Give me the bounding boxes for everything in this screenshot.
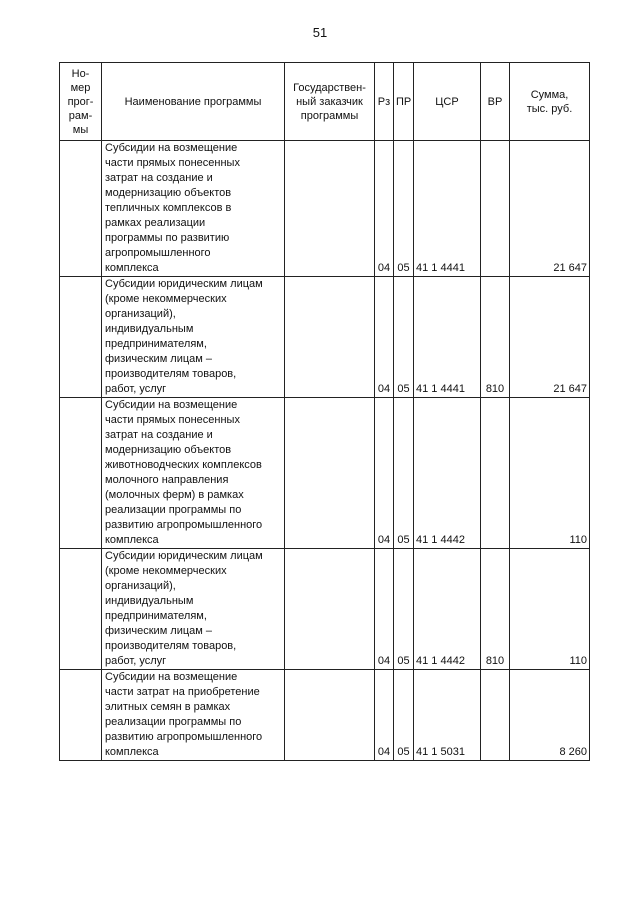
cell-csr: 41 1 4441 — [414, 141, 481, 277]
cell-rz: 04 — [375, 549, 394, 670]
cell-program-name: Субсидии на возмещение части затрат на приобретение элитных семян в рамках реализации программы по развитию агропромышленного комплекса — [102, 670, 285, 761]
cell-csr: 41 1 4442 — [414, 549, 481, 670]
cell-vr: 810 — [481, 277, 510, 398]
cell-customer — [285, 549, 375, 670]
header-vr: ВР — [481, 63, 510, 141]
table-row — [60, 549, 590, 670]
cell-customer — [285, 670, 375, 761]
cell-rz: 04 — [375, 670, 394, 761]
header-pr: ПР — [394, 63, 414, 141]
cell-number — [60, 549, 102, 670]
cell-pr: 05 — [394, 277, 414, 398]
cell-program-name: Субсидии на возмещение части прямых понесенных затрат на создание и модернизацию объектов тепличных комплексов в рамках реализации программы по развитию агропромышленного комплекса — [102, 141, 285, 277]
cell-sum: 21 647 — [510, 277, 590, 398]
header-csr: ЦСР — [414, 63, 481, 141]
cell-program-name: Субсидии юридическим лицам (кроме некоммерческих организаций), индивидуальным предпринимателям, физическим лицам – производителям товаров, работ, услуг — [102, 549, 285, 670]
table-row — [60, 398, 590, 549]
table-header-row — [60, 63, 590, 141]
cell-rz: 04 — [375, 277, 394, 398]
cell-vr — [481, 141, 510, 277]
cell-rz: 04 — [375, 141, 394, 277]
cell-pr: 05 — [394, 549, 414, 670]
cell-program-name: Субсидии юридическим лицам (кроме некоммерческих организаций), индивидуальным предпринимателям, физическим лицам – производителям товаров, работ, услуг — [102, 277, 285, 398]
cell-pr: 05 — [394, 670, 414, 761]
cell-pr: 05 — [394, 141, 414, 277]
cell-csr: 41 1 5031 — [414, 670, 481, 761]
cell-vr — [481, 398, 510, 549]
table-row — [60, 670, 590, 761]
header-program-name: Наименование программы — [102, 63, 285, 141]
cell-sum: 110 — [510, 398, 590, 549]
cell-number — [60, 670, 102, 761]
page-number: 51 — [312, 25, 328, 40]
cell-number — [60, 277, 102, 398]
header-state-customer: Государствен- ный заказчик программы — [285, 63, 375, 141]
cell-sum: 21 647 — [510, 141, 590, 277]
cell-pr: 05 — [394, 398, 414, 549]
cell-rz: 04 — [375, 398, 394, 549]
cell-customer — [285, 398, 375, 549]
cell-vr: 810 — [481, 549, 510, 670]
cell-program-name: Субсидии на возмещение части прямых понесенных затрат на создание и модернизацию объектов животноводческих комплексов молочного направления (молочных ферм) в рамках реализации программы по развитию агропромышленного комплекса — [102, 398, 285, 549]
budget-table — [59, 62, 590, 761]
cell-customer — [285, 277, 375, 398]
cell-sum: 8 260 — [510, 670, 590, 761]
cell-number — [60, 398, 102, 549]
cell-csr: 41 1 4441 — [414, 277, 481, 398]
table-row — [60, 141, 590, 277]
cell-csr: 41 1 4442 — [414, 398, 481, 549]
header-sum: Сумма, тыс. руб. — [510, 63, 590, 141]
cell-sum: 110 — [510, 549, 590, 670]
cell-number — [60, 141, 102, 277]
table-row — [60, 277, 590, 398]
cell-customer — [285, 141, 375, 277]
header-rz: Рз — [375, 63, 394, 141]
cell-vr — [481, 670, 510, 761]
header-program-number: Но- мер прог- рам- мы — [60, 63, 102, 141]
